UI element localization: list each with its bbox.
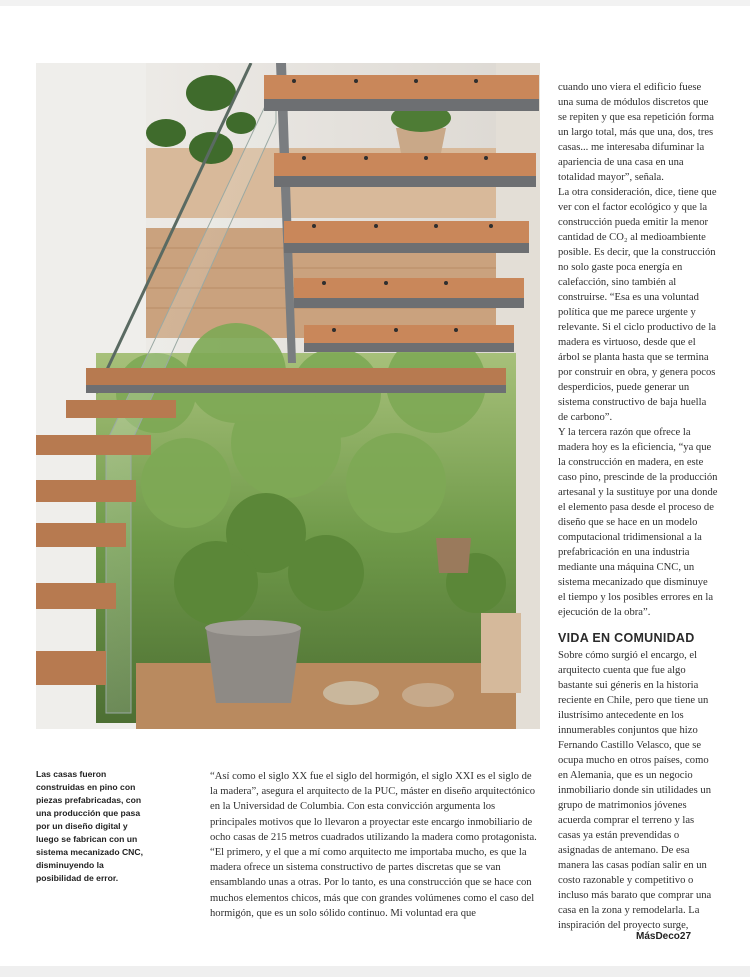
paragraph-efficiency: Y la tercera razón que ofrece la madera hoy es la eficiencia, “ya que la construcción en madera, en este caso pino, prescinde de la producción artesanal y la sustituye por una donde el elemento pasa desde el proceso de diseño que se hace en un modelo computacional tridimensional a la prefabricación en una industria mediante una máquina CNC, un sistema mecanizado que disminuye el tiempo y los posibles errores en la ejecución de la obra”. xyxy=(558,427,718,618)
photo-caption: Las casas fueron construidas en pino con piezas prefabricadas, con una producción que pasa por un diseño digital y luego se fabrican con un sistema mecanizado CNC, disminuyendo la posibilidad de error. xyxy=(36,769,143,883)
top-margin-strip xyxy=(0,0,750,6)
section-heading: VIDA EN COMUNIDAD xyxy=(558,631,695,645)
folio xyxy=(636,931,691,942)
paragraph-community: Sobre cómo surgió el encargo, el arquitecto cuenta que fue algo bastante sui géneris en la historia reciente en Chile, pero que tiene un ilustrísimo antecedente en los innumerables conjuntos que hizo Fernando Castillo Velasco, que se ocupa mucho en otros países, como en Alemania, que es un negocio inmobiliario donde sin utilidades un grupo de matrimonios jóvenes acuerda comprar el terreno y las casas ya están prevendidas o asignadas de antemano. De esa manera las casas podían salir en un costo razonable y competitivo o incluso más barato que comprar una casa en la zona y remodelarla. La inspiración del proyecto surge, xyxy=(558,650,712,931)
paragraph-ecology: La otra consideración, dice, tiene que ver con el factor ecológico y que la construcción pueda emitir la menor cantidad de CO₂ al medioambiente posible. Es decir, que la construcción no solo gaste poca energía en calefacción, sino también al construirse. “Esa es una voluntad política que me parece urgente y relevante. Si el ciclo productivo de la madera es virtuoso, desde que el árbol se planta hasta que se termina por construir en obra, y genera pocos desperdicios, puede generar un sistema constructivo de baja huella de carbono”. xyxy=(558,187,717,423)
staircase-photo xyxy=(36,63,540,729)
paragraph-intro: “Así como el siglo XX fue el siglo del hormigón, el siglo XXI es el siglo de la madera”, asegura el arquitecto de la PUC, máster en diseño arquitectónico en la Universidad de Columbia. Con esta convicción argumenta los principales motivos que lo llevaron a proyectar este encargo inmobiliario de ocho casas de 215 metros cuadrados utilizando la madera como protagonista. “El primero, y el que a mí como arquitecto me importaba mucho, es que la madera ofrece un sistema constructivo de partes discretas que se van ensamblando unas a otras. Por lo tanto, es una construcción que se hace con muchos elementos chicos, más que con grandes volúmenes como el caso del hormigón, que es un solo sólido continuo. Mi voluntad era que xyxy=(210,771,537,919)
paragraph-continuation: cuando uno viera el edificio fuese una suma de módulos discretos que se repiten y que esa repetición forma un largo total, más que una, dos, tres casas... me interesaba difuminar la apariencia de una casa en una totalidad mayor”, señala. xyxy=(558,82,714,183)
right-text-column xyxy=(558,80,718,933)
page-number: 27 xyxy=(679,931,692,942)
bottom-margin-strip xyxy=(0,966,750,977)
magazine-name: MásDeco xyxy=(636,931,680,942)
body-text-bottom xyxy=(210,769,540,921)
